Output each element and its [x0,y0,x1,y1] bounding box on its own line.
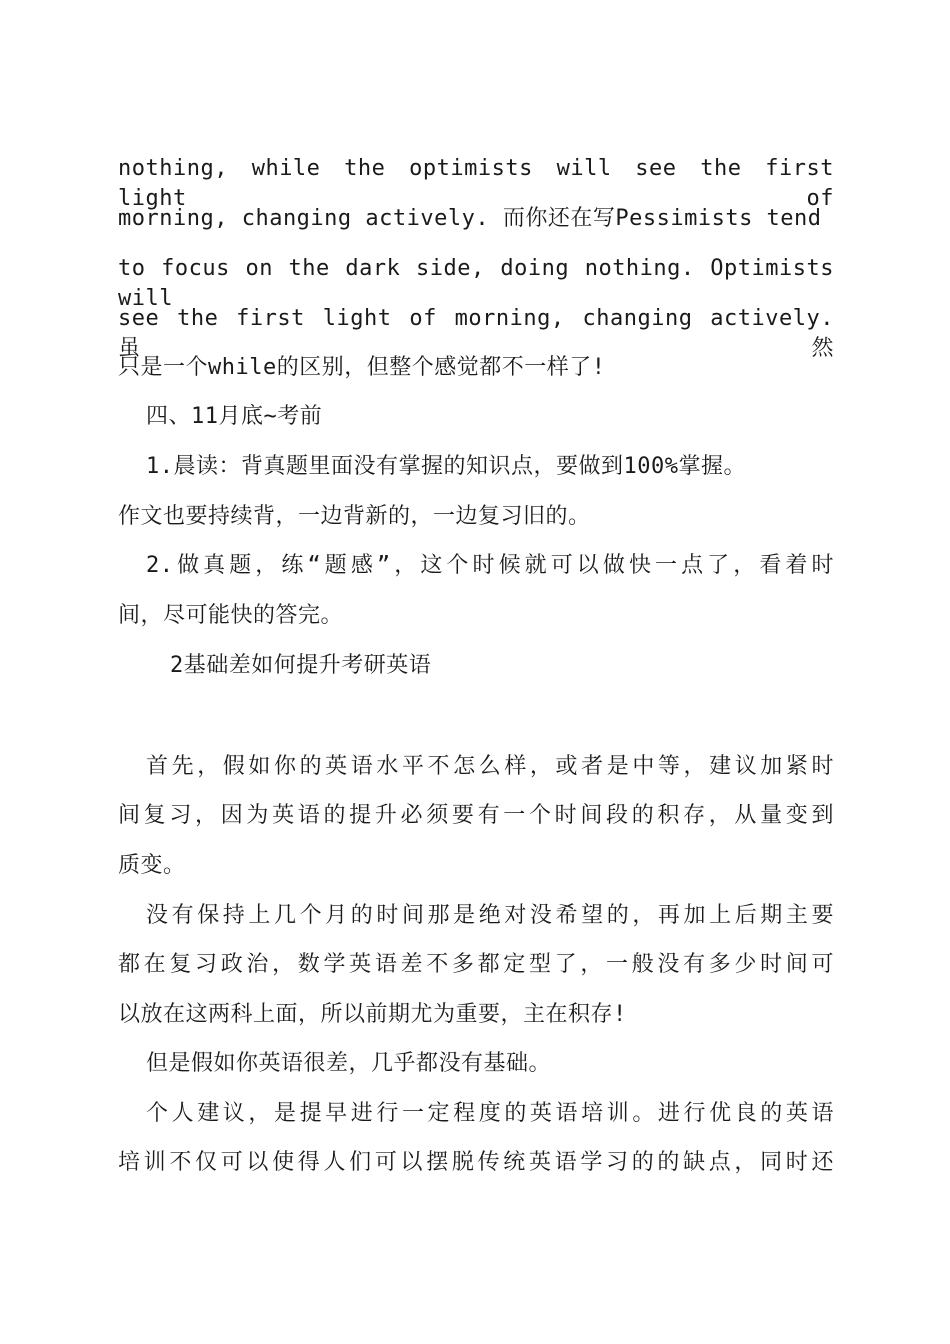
paragraph-1-line-1: 首先，假如你的英语水平不怎么样，或者是中等，建议加紧时 [146,754,834,779]
section-heading-4: 四、11月底~考前 [146,404,323,429]
paragraph-2-line-1: 没有保持上几个月的时间那是绝对没希望的，再加上后期主要 [146,903,834,928]
paragraph-2-line-3: 以放在这两科上面，所以前期尤为重要，主在积存! [118,1002,627,1027]
paragraph-3-line-1: 但是假如你英语很差，几乎都没有基础。 [146,1051,552,1076]
body-line-5: 只是一个while的区别，但整个感觉都不一样了! [118,355,606,380]
paragraph-4-line-2: 培训不仅可以使得人们可以摆脱传统英语学习的的缺点，同时还 [118,1150,834,1175]
body-line-1: nothing, while the optimists will see the first light of [118,156,834,211]
paragraph-2-line-2: 都在复习政治，数学英语差不多都定型了，一般没有多少时间可 [118,952,834,977]
paragraph-4-line-1: 个人建议，是提早进行一定程度的英语培训。进行优良的英语 [146,1101,834,1126]
paragraph-1-line-2: 间复习，因为英语的提升必须要有一个时间段的积存，从量变到 [118,803,834,828]
body-line-3: to focus on the dark side, doing nothing. Optimists will [118,256,834,311]
body-line-2: morning, changing actively. 而你还在写Pessimists tend [118,206,822,231]
body-line-7: 作文也要持续背，一边背新的，一边复习旧的。 [118,504,591,529]
list-item-1: 1.晨读：背真题里面没有掌握的知识点，要做到100%掌握。 [146,454,746,479]
paragraph-1-line-3: 质变。 [118,853,186,878]
section-title: 2基础差如何提升考研英语 [170,653,432,678]
body-line-9: 间，尽可能快的答完。 [118,603,344,628]
body-line-4: see the first light of morning, changing actively. 虽然 [118,306,834,361]
list-item-2: 2.做真题，练“题感”，这个时候就可以做快一点了，看着时 [146,553,834,578]
